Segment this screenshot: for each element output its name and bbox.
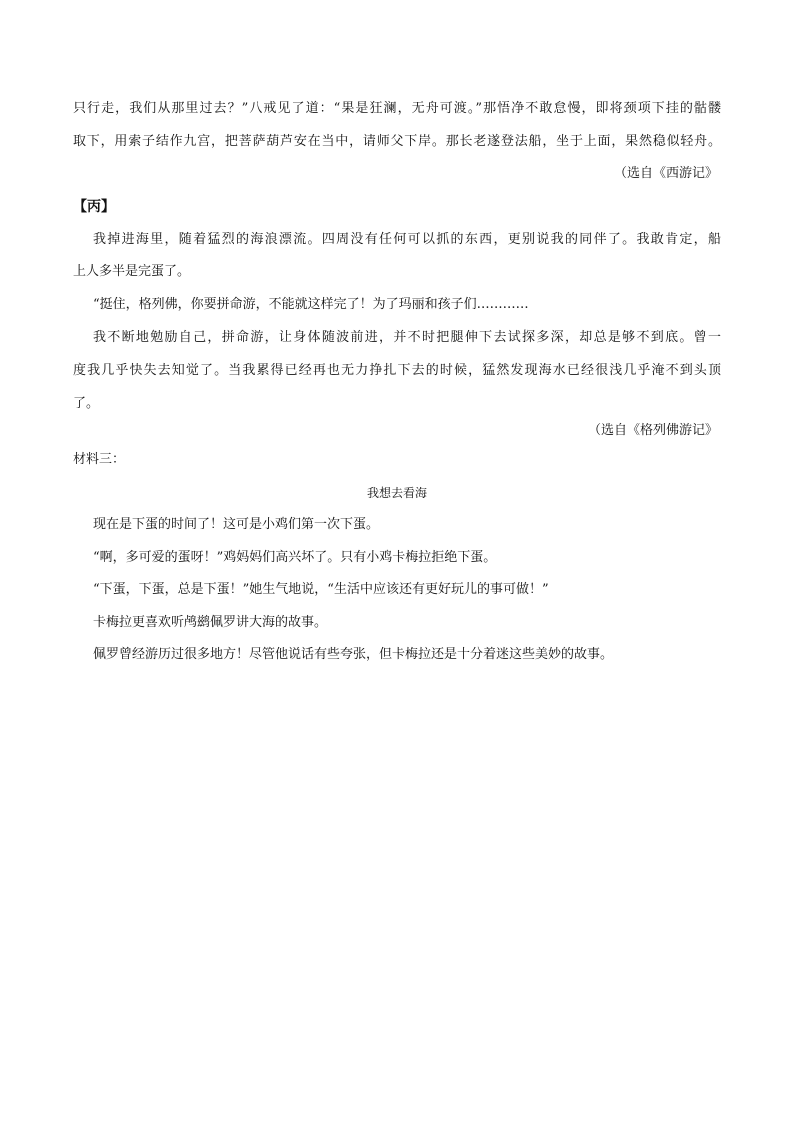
jia-continuation-line-1: 只行走，我们从那里过去？”八戒见了道：“果是狂澜，无舟可渡。”那悟净不敢怠慢，即将颈项下挂的骷髅 — [73, 101, 721, 116]
story-paragraph-5: 佩罗曾经游历过很多地方！尽管他说话有些夸张，但卡梅拉还是十分着迷这些美妙的故事。 — [93, 647, 614, 662]
bing-paragraph-3-line-1: 我不断地勉励自己，拼命游，让身体随波前进，并不时把腿伸下去试探多深，却总是够不到底。曾一 — [93, 330, 721, 345]
bing-paragraph-1-line-1: 我掉进海里，随着猛烈的海浪漂流。四周没有任何可以抓的东西，更别说我的同伴了。我敢肯定，船 — [93, 232, 721, 247]
story-paragraph-1: 现在是下蛋的时间了！这可是小鸡们第一次下蛋。 — [93, 517, 380, 532]
jia-source: （选自《西游记》 — [613, 166, 718, 181]
jia-continuation-line-2: 取下，用索子结作九宫，把菩萨葫芦安在当中，请师父下岸。那长老遂登法船，坐于上面，果然稳似轻舟。 — [73, 134, 721, 149]
bing-label: 【丙】 — [73, 199, 115, 215]
bing-paragraph-3-line-2: 度我几乎快失去知觉了。当我累得已经再也无力挣扎下去的时候，猛然发现海水已经很浅几乎淹不到头顶 — [73, 363, 721, 378]
bing-paragraph-3-line-3: 了。 — [73, 396, 100, 411]
story-paragraph-2: “啊，多可爱的蛋呀！”鸡妈妈们高兴坏了。只有小鸡卡梅拉拒绝下蛋。 — [93, 550, 497, 565]
material-3-label: 材料三： — [73, 452, 126, 467]
bing-paragraph-1-line-2: 上人多半是完蛋了。 — [73, 264, 191, 279]
story-title: 我想去看海 — [366, 486, 427, 500]
bing-source: （选自《格列佛游记》 — [587, 423, 718, 438]
bing-paragraph-2: “挺住，格列佛，你要拼命游，不能就这样完了！为了玛丽和孩子们………… — [93, 297, 529, 312]
story-paragraph-3: “下蛋，下蛋，总是下蛋！”她生气地说，“生活中应该还有更好玩儿的事可做！” — [93, 582, 549, 597]
story-paragraph-4: 卡梅拉更喜欢听鸬鹚佩罗讲大海的故事。 — [93, 615, 328, 630]
